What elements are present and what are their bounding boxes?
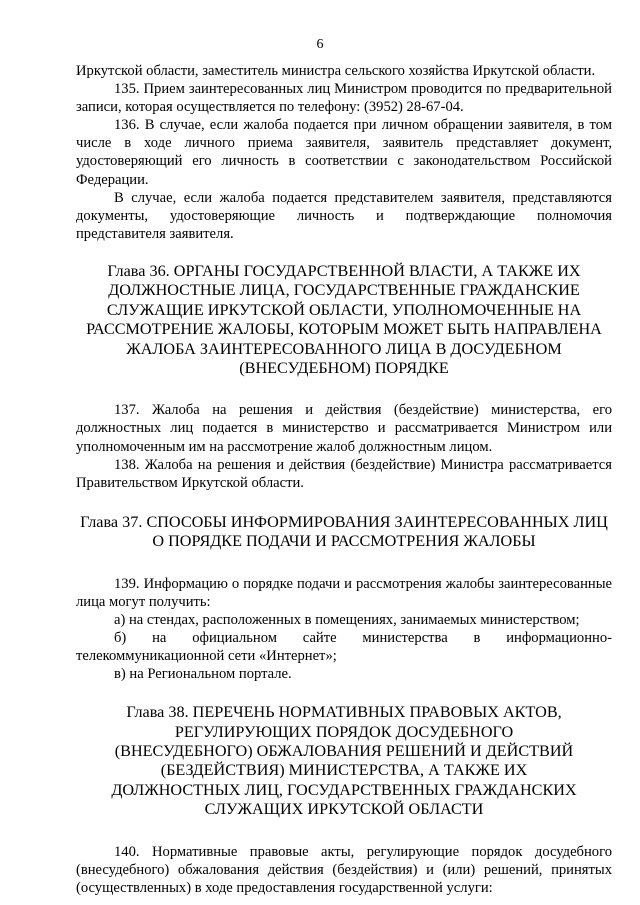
chapter-38-heading: Глава 38. ПЕРЕЧЕНЬ НОРМАТИВНЫХ ПРАВОВЫХ АКТОВ, РЕГУЛИРУЮЩИХ ПОРЯДОК ДОСУДЕБНОГО (ВНЕСУДЕБНОГО) ОБЖАЛОВАНИЯ РЕШЕНИЙ И ДЕЙСТВИЙ (БЕЗДЕЙСТВИЯ) МИНИСТЕРСТВА, А ТАКЖЕ ИХ ДОЛЖНОСТНЫХ ЛИЦ, ГОСУДАРСТВЕННЫХ ГРАЖДАНСКИХ СЛУЖАЩИХ ИРКУТСКОЙ ОБЛАСТИ <box>111 703 577 819</box>
chapter-37-heading: Глава 37. СПОСОБЫ ИНФОРМИРОВАНИЯ ЗАИНТЕРЕСОВАННЫХ ЛИЦ О ПОРЯДКЕ ПОДАЧИ И РАССМОТРЕНИЯ ЖАЛОБЫ <box>80 512 608 551</box>
paragraph-138: 138. Жалоба на решения и действия (бездействие) Министра рассматривается Правительством Иркутской области. <box>76 456 612 491</box>
list-item-a: а) на стендах, расположенных в помещениях, занимаемых министерством; <box>114 611 580 628</box>
page-content <box>76 62 612 897</box>
chapter-36-heading: Глава 36. ОРГАНЫ ГОСУДАРСТВЕННОЙ ВЛАСТИ, А ТАКЖЕ ИХ ДОЛЖНОСТНЫЕ ЛИЦА, ГОСУДАРСТВЕННЫЕ ГРАЖДАНСКИЕ СЛУЖАЩИЕ ИРКУТСКОЙ ОБЛАСТИ, УПОЛНОМОЧЕННЫЕ НА РАССМОТРЕНИЕ ЖАЛОБЫ, КОТОРЫМ МОЖЕТ БЫТЬ НАПРАВЛЕНА ЖАЛОБА ЗАИНТЕРЕСОВАННОГО ЛИЦА В ДОСУДЕБНОМ (ВНЕСУДЕБНОМ) ПОРЯДКЕ <box>86 261 602 377</box>
paragraph-continuation: Иркутской области, заместитель министра сельского хозяйства Иркутской области. <box>76 63 596 79</box>
list-item-v: в) на Региональном портале. <box>114 666 292 683</box>
paragraph-135: 135. Прием заинтересованных лиц Министром проводится по предварительной записи, которая осуществляется по телефону: (3952) 28-67-04. <box>76 81 612 116</box>
paragraph-136: 136. В случае, если жалоба подается при личном обращении заявителя, в том числе в ходе личного приема заявителя, заявитель представляет документ, удостоверяющий его личность в соответствии с законодательством Российской Федерации. <box>76 117 612 188</box>
page-number: 6 <box>316 37 324 52</box>
list-item-b: б) на официальном сайте министерства в информационно-телекоммуникационной сети «Интернет»; <box>76 629 612 665</box>
paragraph-140: 140. Нормативные правовые акты, регулирующие порядок досудебного (внесудебного) обжалования действия (бездействия) и (или) решений, принятых (осуществленных) в ходе предоставления государственной услуги: <box>76 843 612 896</box>
paragraph-137: 137. Жалоба на решения и действия (бездействие) министерства, его должностных лиц подается в министерство и рассматривается Министром или уполномоченным им на рассмотрение жалоб должностным лицом. <box>76 402 612 455</box>
paragraph-139: 139. Информацию о порядке подачи и рассмотрения жалобы заинтересованные лица могут получить: <box>76 575 612 610</box>
paragraph-136-representative: В случае, если жалоба подается представителем заявителя, представляются документы, удостоверяющие личность и подтверждающие полномочия представителя заявителя. <box>76 189 612 242</box>
